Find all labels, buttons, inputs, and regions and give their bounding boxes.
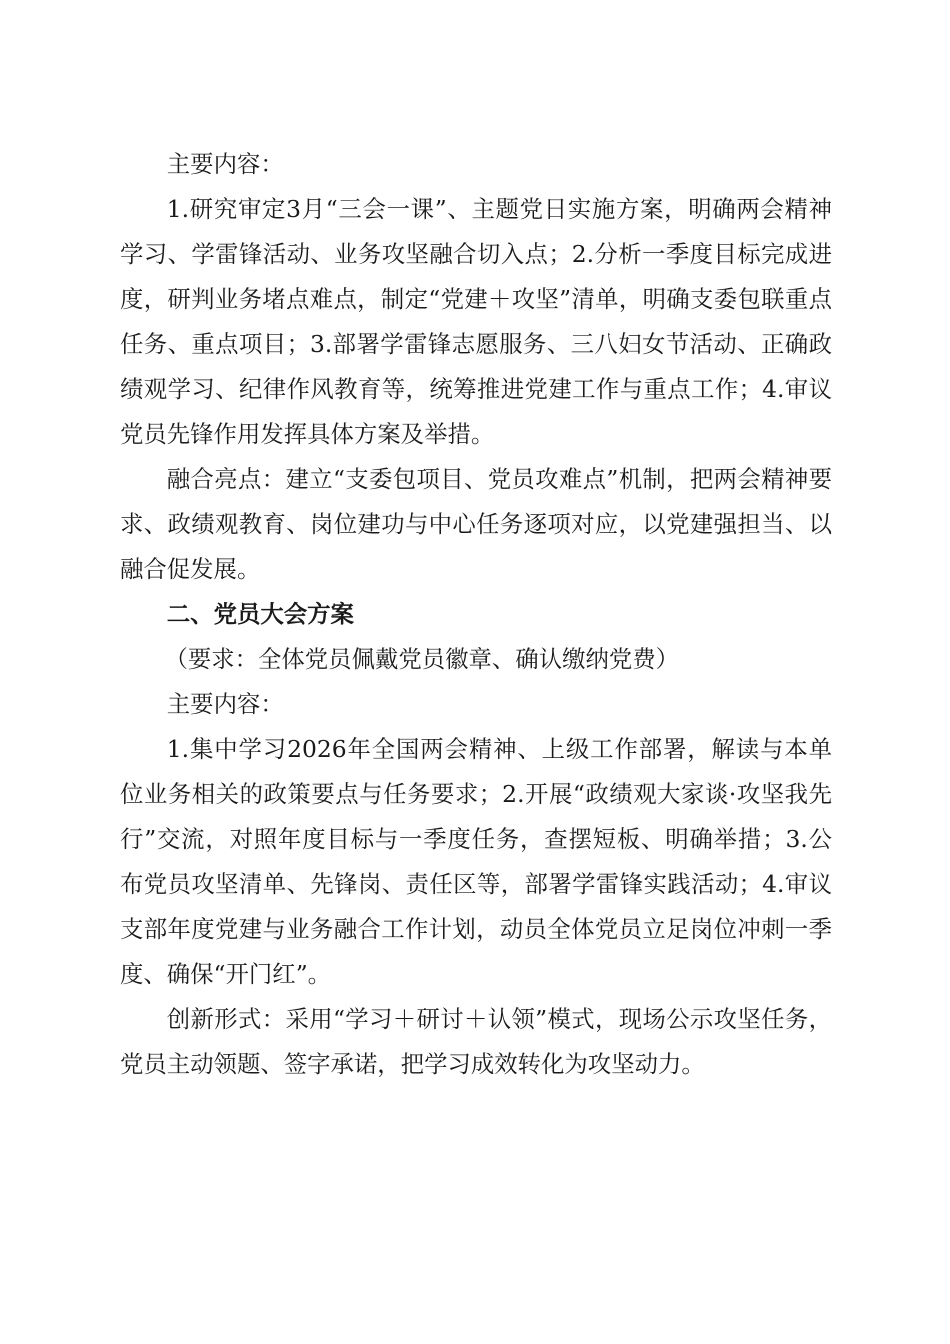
section2-innovation: 创新形式：采用“学习＋研讨＋认领”模式，现场公示攻坚任务，党员主动领题、签字承诺，把学习成效转化为攻坚动力。	[120, 1005, 832, 1078]
section2-main-content-label: 主要内容：	[166, 690, 284, 718]
section2-main-content-body: 1.集中学习2026年全国两会精神、上级工作部署，解读与本单位业务相关的政策要点与任务要求；2.开展“政绩观大家谈·攻坚我先行”交流，对照年度目标与一季度任务，查摆短板、明确举措；3.公布党员攻坚清单、先锋岗、责任区等，部署学雷锋实践活动；4.审议支部年度党建与业务融合工作计划，动员全体党员立足岗位冲刺一季度、确保“开门红”。	[120, 735, 832, 988]
section2-requirement: （要求：全体党员佩戴党员徽章、确认缴纳党费）	[164, 645, 680, 673]
section1-main-content-body: 1.研究审定3月“三会一课”、主题党日实施方案，明确两会精神学习、学雷锋活动、业务攻坚融合切入点；2.分析一季度目标完成进度，研判业务堵点难点，制定“党建＋攻坚”清单，明确支委包联重点任务、重点项目；3.部署学雷锋志愿服务、三八妇女节活动、正确政绩观学习、纪律作风教育等，统筹推进党建工作与重点工作；4.审议党员先锋作用发挥具体方案及举措。	[120, 195, 832, 448]
section1-main-content-label: 主要内容：	[166, 150, 284, 178]
section2-heading: 二、党员大会方案	[166, 600, 354, 628]
document-body	[120, 142, 832, 1087]
section1-highlight: 融合亮点：建立“支委包项目、党员攻难点”机制，把两会精神要求、政绩观教育、岗位建功与中心任务逐项对应，以党建强担当、以融合促发展。	[120, 465, 832, 583]
